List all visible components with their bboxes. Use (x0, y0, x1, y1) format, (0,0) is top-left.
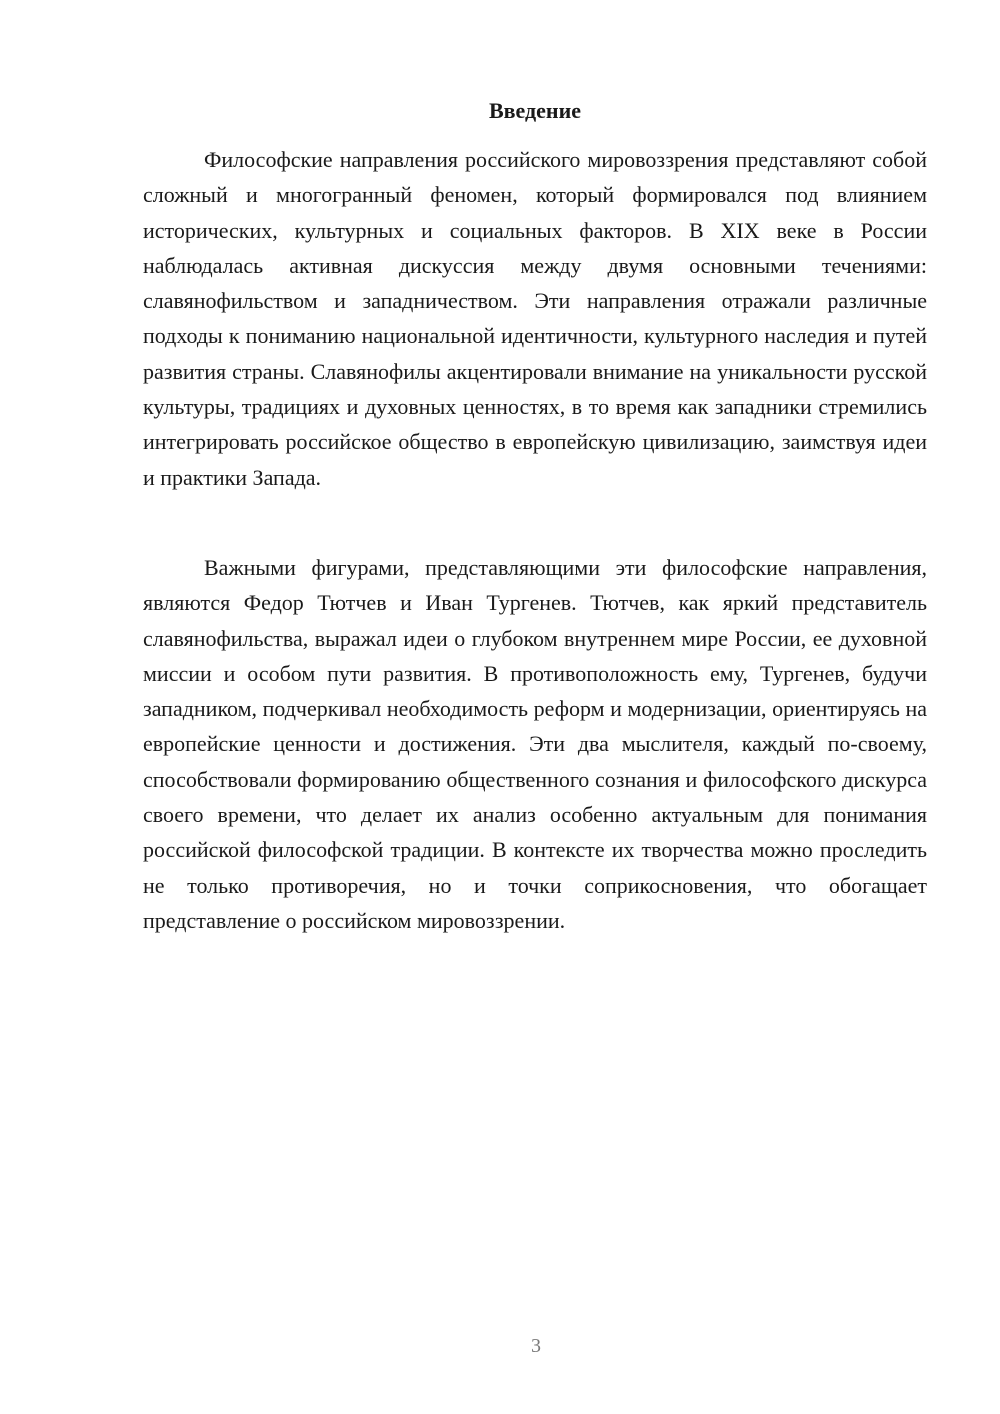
paragraph-intro: Философские направления российского мировоззрения представляют собой сложный и многогранный феномен, который формировался под влиянием исторических, культурных и социальных факторов. В XIX веке в России наблюдалась активная дискуссия между двумя основными течениями: славянофильством и западничеством. Эти направления отражали различные подходы к пониманию национальной идентичности, культурного наследия и путей развития страны. Славянофилы акцентировали внимание на уникальности русской культуры, традициях и духовных ценностях, в то время как западники стремились интегрировать российское общество в европейскую цивилизацию, заимствуя идеи и практики Запада. (143, 147, 927, 490)
paragraph-figures: Важными фигурами, представляющими эти философские направления, являются Федор Тютчев и Иван Тургенев. Тютчев, как яркий представитель славянофильства, выражал идеи о глубоком внутреннем мире России, ее духовной миссии и особом пути развития. В противоположность ему, Тургенев, будучи западником, подчеркивал необходимость реформ и модернизации, ориентируясь на европейские ценности и достижения. Эти два мыслителя, каждый по-своему, способствовали формированию общественного сознания и философского дискурса своего времени, что делает их анализ особенно актуальным для понимания российской философской традиции. В контексте их творчества можно проследить не только противоречия, но и точки соприкосновения, что обогащает представление о российском мировоззрении. (143, 555, 927, 933)
section-heading: Введение (488, 98, 582, 123)
page-number: 3 (531, 1335, 541, 1357)
